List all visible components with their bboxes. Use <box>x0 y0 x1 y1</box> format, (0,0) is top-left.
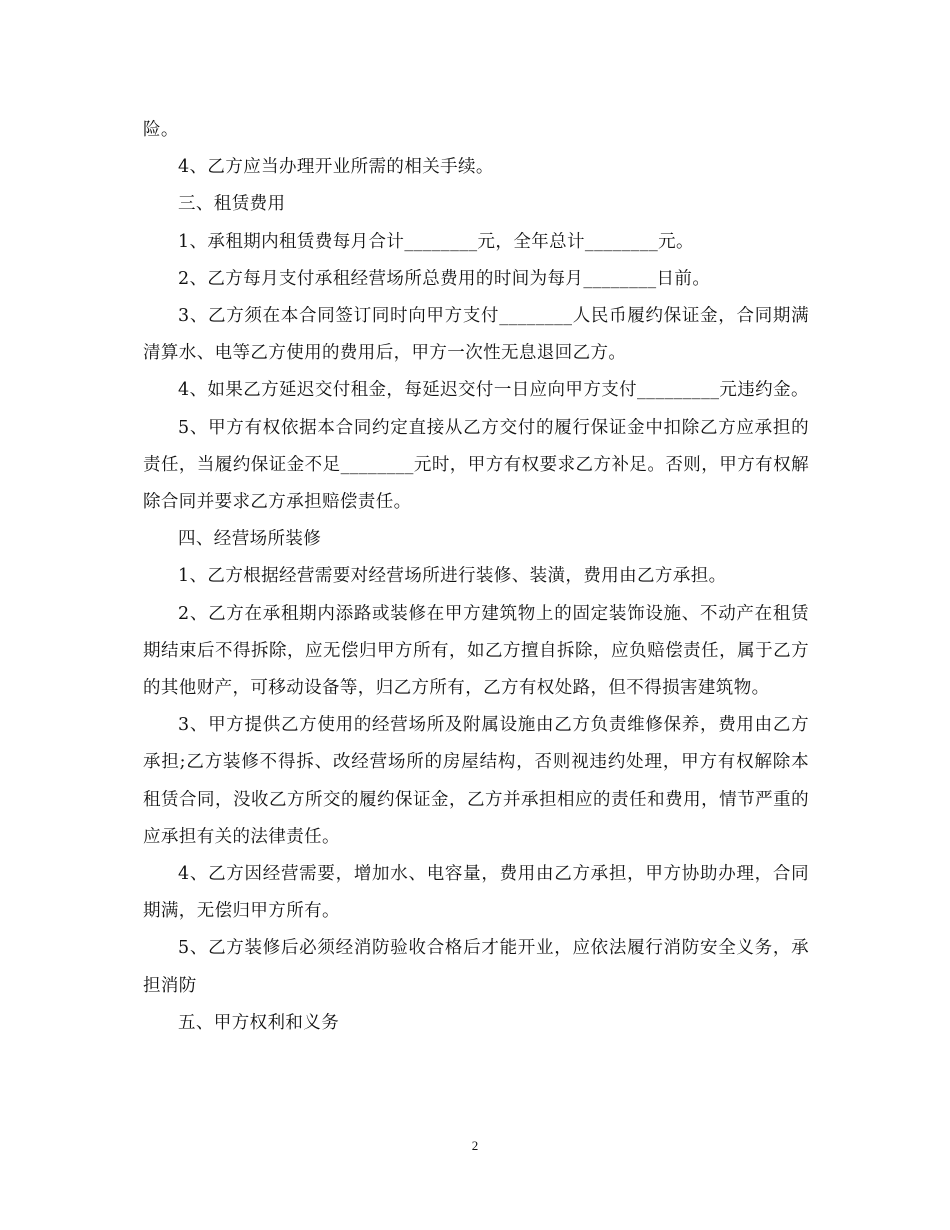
page-number: 2 <box>471 1138 479 1153</box>
paragraph-clause: 5、甲方有权依据本合同约定直接从乙方交付的履行保证金中扣除乙方应承担的责任，当履约保证金不足________元时，甲方有权要求乙方补足。否则，甲方有权解除合同并要求乙方承担赔偿责任。 <box>143 417 809 513</box>
paragraph-clause: 2、乙方每月支付承租经营场所总费用的时间为每月________日前。 <box>178 268 711 289</box>
paragraph-clause: 4、乙方因经营需要，增加水、电容量，费用由乙方承担，甲方协助办理，合同期满，无偿归甲方所有。 <box>143 864 809 922</box>
paragraph-clause: 5、乙方装修后必须经消防验收合格后才能开业，应依法履行消防安全义务，承担消防 <box>143 938 809 996</box>
section-heading-rental-fees: 三、租赁费用 <box>178 194 286 215</box>
paragraph-clause: 1、乙方根据经营需要对经营场所进行装修、装潢，费用由乙方承担。 <box>178 566 727 587</box>
paragraph-clause: 4、乙方应当办理开业所需的相关手续。 <box>178 157 494 178</box>
paragraph-clause: 3、乙方须在本合同签订同时向甲方支付________人民币履约保证金，合同期满清算水、电等乙方使用的费用后，甲方一次性无息退回乙方。 <box>143 306 809 364</box>
section-heading-renovation: 四、经营场所装修 <box>178 529 322 550</box>
document-body <box>143 112 809 1042</box>
paragraph-continuation: 险。 <box>143 120 179 140</box>
paragraph-clause: 4、如果乙方延迟交付租金，每延迟交付一日应向甲方支付_________元违约金。 <box>178 380 809 401</box>
section-heading-party-a-rights: 五、甲方权利和义务 <box>178 1012 340 1033</box>
paragraph-clause: 1、承租期内租赁费每月合计________元，全年总计________元。 <box>178 231 694 252</box>
paragraph-clause: 2、乙方在承租期内添路或装修在甲方建筑物上的固定装饰设施、不动产在租赁期结束后不得拆除，应无偿归甲方所有，如乙方擅自拆除，应负赔偿责任，属于乙方的其他财产，可移动设备等，归乙方所有，乙方有权处路，但不得损害建筑物。 <box>143 603 809 699</box>
paragraph-clause: 3、甲方提供乙方使用的经营场所及附属设施由乙方负责维修保养，费用由乙方承担;乙方装修不得拆、改经营场所的房屋结构，否则视违约处理，甲方有权解除本租赁合同，没收乙方所交的履约保证金，乙方并承担相应的责任和费用，情节严重的应承担有关的法律责任。 <box>143 715 809 847</box>
